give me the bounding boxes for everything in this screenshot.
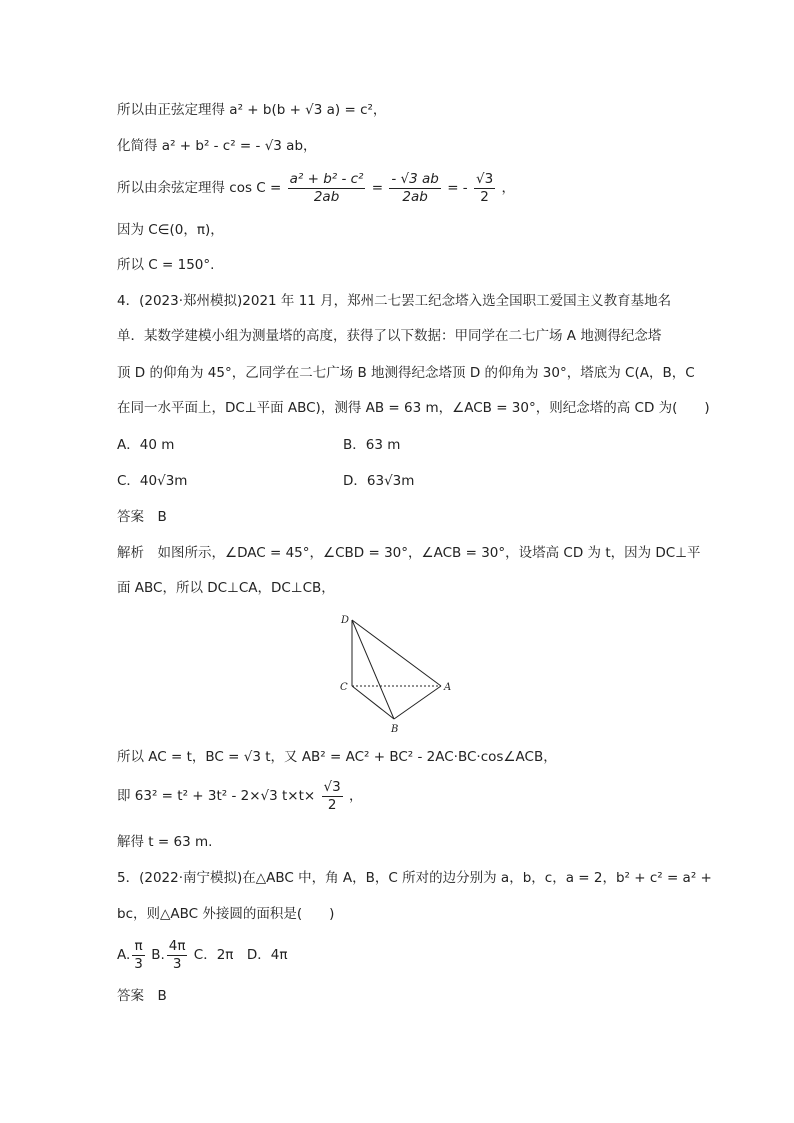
- question-5-line-1: 5．(2022·南宁模拟)在△ABC 中，角 A，B，C 所对的边分别为 a，b，c，a = 2，b² + c² = a² +: [117, 870, 712, 886]
- q5-option-a-numerator: π: [132, 938, 145, 956]
- text-line-range: 因为 C∈(0，π)，: [117, 222, 224, 238]
- question-4-line-3: 顶 D 的仰角为 45°，乙同学在二七广场 B 地测得纪念塔顶 D 的仰角为 30°，塔底为 C(A，B，C: [117, 365, 695, 381]
- fraction-sqrt3-denominator: 2: [327, 796, 337, 813]
- equation-prefix: 即 63² = t² + 3t² - 2×√3 t×t×: [117, 788, 316, 804]
- fraction-1-denominator: 2ab: [313, 188, 340, 205]
- fraction-1-numerator: a² + b² - c²: [289, 170, 364, 187]
- question-4-solution-line-1: 解析 如图所示，∠DAC = 45°，∠CBD = 30°，∠ACB = 30°，设塔高 CD 为 t，因为 DC⊥平: [117, 545, 701, 561]
- fraction-2-numerator: - √3 ab: [391, 170, 439, 187]
- q5-option-b-fraction: [167, 938, 188, 973]
- fraction-3-numerator: √3: [475, 170, 494, 187]
- equals-sign: =: [371, 180, 384, 196]
- label-d: D: [341, 615, 350, 626]
- q5-option-a-denominator: 3: [134, 955, 143, 972]
- fraction-sqrt3-over-2: [322, 779, 343, 814]
- q5-option-b-denominator: 3: [172, 955, 182, 972]
- question-4-solution-line-5: 解得 t = 63 m.: [117, 834, 213, 850]
- question-4-line-4: 在同一水平面上，DC⊥平面 ABC)，测得 AB = 63 m，∠ACB = 30°，则纪念塔的高 CD 为( ): [117, 400, 710, 416]
- text-line-conclusion: 所以 C = 150°.: [117, 257, 215, 273]
- fraction-3: [474, 171, 495, 206]
- question-4-option-b: B．63 m: [343, 437, 401, 453]
- question-5-answer: 答案 B: [117, 988, 167, 1004]
- q5-option-b-label: B.: [151, 947, 165, 963]
- question-4-solution-line-3: 所以 AC = t，BC = √3 t，又 AB² = AC² + BC² - 2AC·BC·cos∠ACB，: [117, 749, 557, 765]
- edge-cb: [352, 686, 394, 719]
- q5-option-b-numerator: 4π: [168, 937, 186, 954]
- question-4-line-2: 单．某数学建模小组为测量塔的高度，获得了以下数据：甲同学在二七广场 A 地测得纪念塔: [117, 328, 662, 344]
- question-4-solution-line-4: [117, 778, 363, 814]
- edge-db: [352, 620, 394, 719]
- fraction-2: [389, 171, 441, 206]
- question-4-solution-line-2: 面 ABC，所以 DC⊥CA，DC⊥CB，: [117, 580, 335, 596]
- question-4-answer: 答案 B: [117, 509, 167, 525]
- cosine-prefix: 所以由余弦定理得 cos C =: [117, 180, 282, 196]
- fraction-1: [288, 171, 366, 206]
- fraction-2-denominator: 2ab: [402, 188, 428, 205]
- fraction-3-denominator: 2: [480, 188, 489, 205]
- cosine-suffix: ，: [501, 180, 515, 196]
- equation-suffix: ，: [349, 788, 363, 804]
- q5-option-a-fraction: [132, 938, 145, 973]
- label-b: B: [391, 724, 399, 735]
- text-line-cosine-law: [117, 170, 515, 206]
- question-4-option-a: A．40 m: [117, 437, 175, 453]
- q5-options-c-d: C．2π D．4π: [193, 947, 288, 963]
- label-c: C: [340, 682, 348, 693]
- question-4-line-1: 4．(2023·郑州模拟)2021 年 11 月，郑州二七罢工纪念塔入选全国职工爱国主义教育基地名: [117, 293, 672, 309]
- q5-option-a-label: A.: [117, 947, 131, 963]
- pyramid-diagram: [336, 612, 462, 738]
- text-line-sine-law: 所以由正弦定理得 a² + b(b + √3 a) = c²，: [117, 102, 387, 118]
- edge-ba: [394, 686, 441, 719]
- equals-minus-sign: = -: [447, 180, 468, 196]
- text-line-simplify: 化简得 a² + b² - c² = - √3 ab，: [117, 138, 317, 154]
- question-5-line-2: bc，则△ABC 外接圆的面积是( ): [117, 906, 335, 922]
- label-a: A: [444, 682, 452, 693]
- question-5-options: [117, 937, 288, 973]
- edge-da: [352, 620, 441, 686]
- question-4-option-c: C．40√3m: [117, 473, 188, 489]
- question-4-option-d: D．63√3m: [343, 473, 415, 489]
- fraction-sqrt3-numerator: √3: [323, 778, 341, 795]
